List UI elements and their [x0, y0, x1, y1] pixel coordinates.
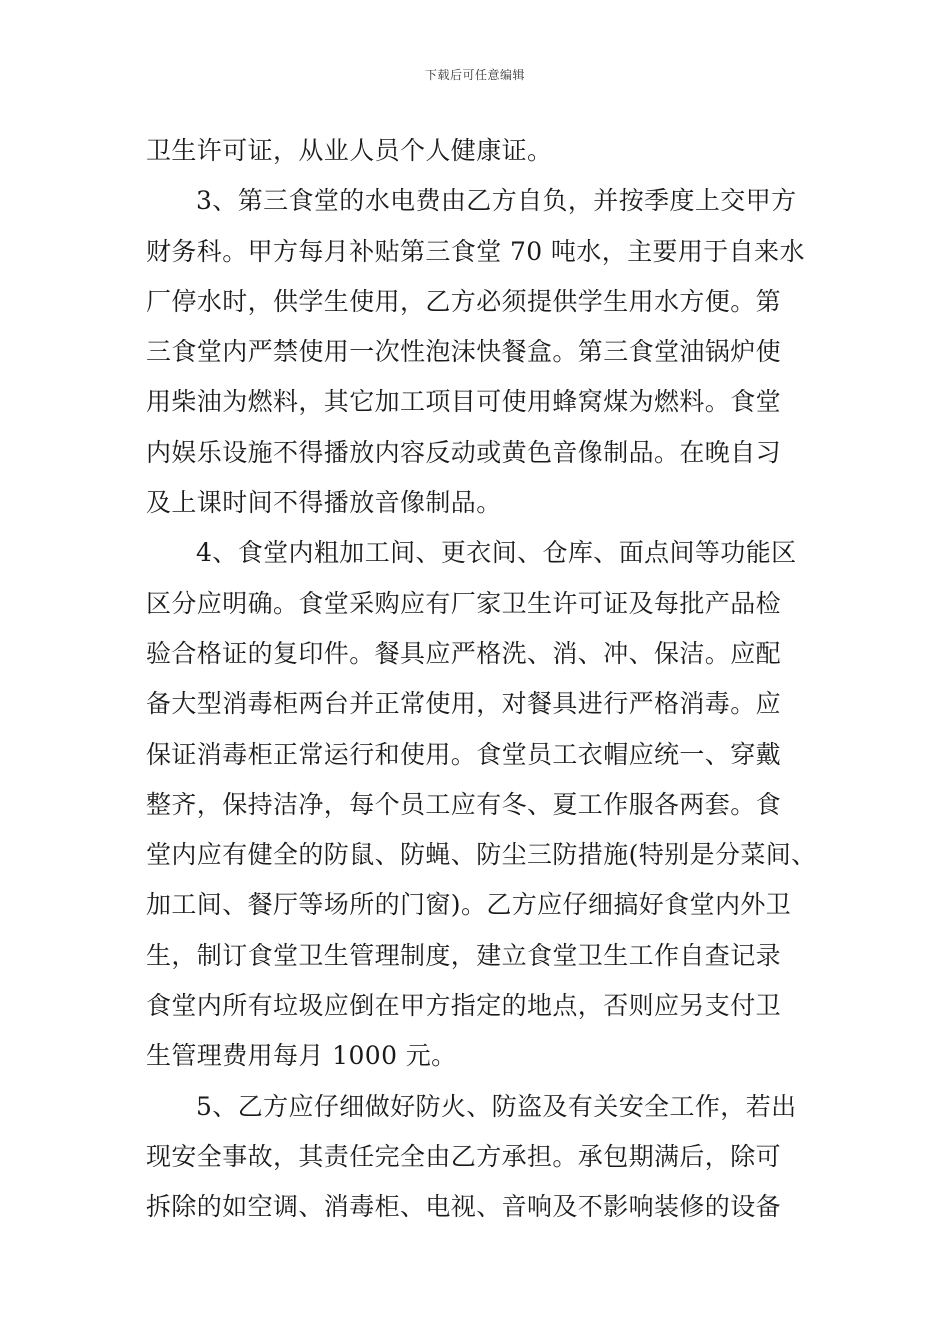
text-line: 加工间、餐厅等场所的门窗)。乙方应仔细搞好食堂内外卫 — [146, 890, 792, 920]
body-text — [146, 126, 817, 1233]
text-line: 内娱乐设施不得播放内容反动或黄色音像制品。在晚自习 — [146, 437, 782, 467]
text-line: 拆除的如空调、消毒柜、电视、音响及不影响装修的设备 — [146, 1192, 782, 1222]
paragraph-first-line: 3、第三食堂的水电费由乙方自负，并按季度上交甲方 — [196, 186, 797, 216]
text-line: 生管理费用每月 1000 元。 — [146, 1041, 457, 1071]
text-line: 整齐，保持洁净，每个员工应有冬、夏工作服各两套。食 — [146, 789, 782, 819]
text-line: 保证消毒柜正常运行和使用。食堂员工衣帽应统一、穿戴 — [146, 739, 782, 769]
text-line: 生，制订食堂卫生管理制度，建立食堂卫生工作自查记录 — [146, 940, 782, 970]
paragraph-first-line: 4、食堂内粗加工间、更衣间、仓库、面点间等功能区 — [196, 538, 797, 568]
text-line: 及上课时间不得播放音像制品。 — [146, 488, 502, 518]
paragraph-first-line: 5、乙方应仔细做好防火、防盗及有关安全工作，若出 — [196, 1091, 797, 1121]
text-line: 三食堂内严禁使用一次性泡沫快餐盒。第三食堂油锅炉使 — [146, 337, 782, 367]
text-line: 财务科。甲方每月补贴第三食堂 70 吨水，主要用于自来水 — [146, 236, 805, 266]
text-line: 堂内应有健全的防鼠、防蝇、防尘三防措施(特别是分菜间、 — [146, 840, 817, 870]
text-line: 现安全事故，其责任完全由乙方承担。承包期满后，除可 — [146, 1141, 782, 1171]
text-line: 用柴油为燃料，其它加工项目可使用蜂窝煤为燃料。食堂 — [146, 387, 782, 417]
text-line: 区分应明确。食堂采购应有厂家卫生许可证及每批产品检 — [146, 588, 782, 618]
page-header: 下载后可任意编辑 — [424, 68, 525, 82]
text-line: 厂停水时，供学生使用，乙方必须提供学生用水方便。第 — [146, 286, 782, 316]
text-line: 备大型消毒柜两台并正常使用，对餐具进行严格消毒。应 — [146, 689, 782, 719]
text-line: 卫生许可证，从业人员个人健康证。 — [146, 136, 553, 165]
text-line: 食堂内所有垃圾应倒在甲方指定的地点，否则应另支付卫 — [146, 991, 782, 1021]
text-line: 验合格证的复印件。餐具应严格洗、消、冲、保洁。应配 — [146, 638, 782, 668]
